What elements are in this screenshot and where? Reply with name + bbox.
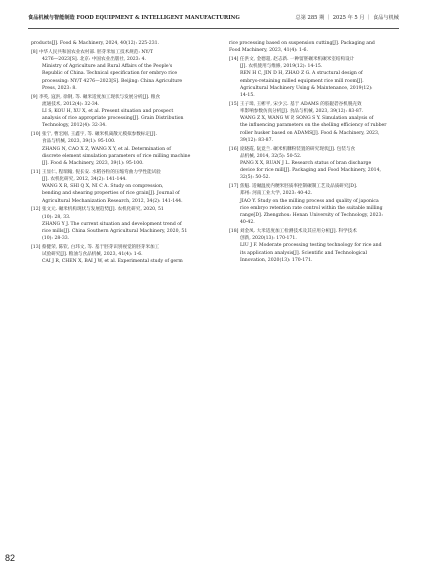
reference-line: [13] 蔡健荣, 陈钦, 白玮文, 等. 基于胚芽识别视觉的胚芽米加工: [31, 245, 160, 251]
reference-line: [8] 中华人民共和国农业农村部. 胚芽米加工技术规范: NY/T: [31, 49, 154, 55]
reference-line: [14] 任洪文, 金德超, 赵志新. 一种留胚碾米机碾米室结构设计: [229, 57, 355, 62]
reference-entry: [31, 131, 206, 167]
reference-line: Technology, 2012(4): 32-34.: [42, 123, 107, 129]
reference-line: 流通技术, 2012(4): 32-34.: [42, 101, 100, 107]
reference-line: 创新, 2020(13): 170-171.: [240, 236, 297, 242]
reference-line: CAI J R, CHEN X, BAI J W, et al. Experimental study of germ: [42, 259, 183, 265]
reference-line: (10): 28-33.: [42, 236, 70, 242]
reference-entry: [31, 40, 206, 47]
reference-column-right: [229, 40, 399, 266]
reference-line: Food Machinery, 2023, 41(4): 1-6.: [229, 48, 308, 54]
reference-line: bending and shearing properties of rice grain[J]. Journal of: [42, 191, 180, 197]
reference-line: ZHANG N, CAO X Z, WANG X Y, et al. Determination of: [42, 146, 171, 152]
reference-line: 试验研究[J]. 粮油与食品机械, 2023, 41(4): 1-6.: [42, 252, 143, 258]
reference-line: discrete element simulation parameters of rice milling machine: [42, 153, 191, 159]
reference-line: PANG X X, RUAN J L. Research status of bran discharge: [240, 161, 372, 167]
reference-line: rice processing based on suspension cutting[J]. Packaging and: [229, 41, 375, 46]
reference-line: Innovation, 2020(13): 170-171.: [240, 257, 313, 263]
reference-line: [17] 焦魁. 适碾温度内粳米胚质率控制碾制工艺及品质研究[D].: [229, 184, 358, 190]
reference-line: LI S, KOU H, XU X, et al. Present situation and prospect: [42, 109, 174, 115]
reference-line: products[J]. Food & Machinery, 2024, 40(12): 225-231.: [31, 41, 160, 46]
reference-line: rice embryo retention rate control within the suitable milling: [240, 205, 383, 211]
reference-line: roller husker based on ADAMS[J]. Food & Machinery, 2023,: [240, 130, 380, 136]
reference-line: [11] 王显仁, 程瑞翰, 倪长安. 水稻谷粒的压缩弯曲力学性能试验: [31, 169, 161, 175]
reference-entry: [31, 206, 206, 242]
reference-line: [16] 庞晓霞, 阮竟兰. 碾米机糠粉装置的研究现状[J]. 包装与食: [229, 146, 356, 152]
reference-entry: [31, 94, 206, 130]
reference-line: 14-15.: [240, 93, 255, 99]
reference-entry: [31, 244, 206, 266]
reference-entry: [229, 183, 399, 226]
issue-info: 总第 285 期 ｜ 2025 年 5 月 ｜ 食品与机械: [295, 15, 399, 21]
reference-line: [18] 刘金凤. 大米适度加工检测技术及其应用分析[J]. 科学技术: [229, 229, 357, 235]
page-number: 82: [5, 553, 16, 563]
reference-line: Ministry of Agriculture and Rural Affairs of the People's: [42, 64, 173, 70]
reference-line: WANG Z X, WANG W P, SONG S Y. Simulation analysis of: [240, 116, 374, 122]
reference-entry: [31, 169, 206, 205]
reference-line: [10] 张宁, 曹宏刚, 王鑫宇, 等. 碾米机离散元模拟参数标定[J].: [31, 132, 157, 138]
reference-line: Republic of China. Technical specification for embryo rice: [42, 71, 178, 77]
reference-line: Press, 2023: 8.: [42, 85, 77, 91]
reference-line: analysis of rice appropriate processing[J]. Grain Distribution: [42, 116, 184, 122]
reference-line: its application analysis[J]. Scientific and Technological: [240, 250, 368, 256]
running-header: [28, 8, 399, 29]
reference-line: JIAO Y. Study on the milling process and quality of japonica: [240, 198, 379, 204]
reference-line: processing: NY/T 4276—2023[S]. Beijing: China Agriculture: [42, 78, 183, 84]
reference-line: [12] 张文元. 碾米机构现状与发展趋势[J]. 农机化研究, 2020, 51: [31, 207, 164, 213]
reference-line: 32(5): 50-52.: [240, 175, 271, 181]
reference-entry: [229, 40, 399, 54]
reference-line: [J]. Food & Machinery, 2023, 39(1): 95-100.: [42, 161, 144, 167]
journal-name: 食品机械与智能制造 FOOD EQUIPMENT & INTELLIGENT MANUFACTURING: [28, 15, 240, 21]
reference-line: LIU J F. Moderate processing testing technology for rice and: [240, 243, 382, 249]
reference-line: REN H C, JIN D H, ZHAO Z G. A structural design of: [240, 71, 363, 77]
reference-entry: [229, 56, 399, 99]
reference-line: 4276—2023[S]. 北京: 中国农业出版社, 2023: 4.: [42, 57, 146, 62]
reference-line: ZHANG Y J. The current situation and development trend of: [42, 221, 182, 227]
reference-line: embryo-retaining milled equipment rice mill room[J].: [240, 78, 364, 84]
reference-line: 39(12): 83-87.: [240, 137, 273, 143]
reference-line: the influencing parameters on the shelling efficiency of rubber: [240, 123, 387, 129]
reference-line: Agricultural Mechanization Research, 2012, 34(2): 141-144.: [42, 198, 183, 204]
reference-line: 郑州: 河南工业大学, 2023: 40-42.: [240, 191, 313, 197]
reference-entry: [31, 49, 206, 92]
reference-line: (10): 28, 33.: [42, 214, 71, 220]
reference-line: [9] 李英, 寇洪, 徐钢, 等. 碾米适度加工现状与发展分析[J]. 粮食: [31, 94, 161, 100]
reference-line: 品机械, 2014, 32(5): 50-52.: [240, 153, 302, 159]
reference-entry: [229, 146, 399, 182]
reference-column-left: [31, 40, 206, 267]
reference-entry: [229, 228, 399, 264]
reference-line: rice mills[J]. China Southern Agricultural Machinery, 2020, 51: [42, 229, 188, 235]
reference-line: 率影响参数仿真分析[J]. 食品与机械, 2023, 39(12): 83-87.: [240, 109, 364, 115]
reference-line: WANG X R, SHI Q X, NI C A. Study on compression,: [42, 184, 164, 190]
reference-line: [15] 王子璋, 王彬平, 宋少云. 基于 ADAMS 的胶辊砻谷机脱壳效: [229, 101, 362, 107]
reference-line: Agricultural Machinery Using & Maintenance, 2019(12):: [240, 85, 373, 91]
reference-line: device for rice mill[J]. Packaging and Food Machinery, 2014,: [240, 168, 381, 174]
reference-line: 食品与机械, 2023, 39(1): 95-100.: [42, 139, 116, 145]
reference-entry: [229, 101, 399, 144]
reference-line: 40-42.: [240, 220, 255, 226]
reference-line: [J]. 农机化研究, 2012, 34(2): 141-144.: [42, 177, 127, 183]
reference-line: [J]. 农机使用与维修, 2019(12): 14-15.: [240, 64, 323, 70]
reference-line: range[D]. Zhengzhou: Henan University of Technology, 2023:: [240, 213, 383, 219]
